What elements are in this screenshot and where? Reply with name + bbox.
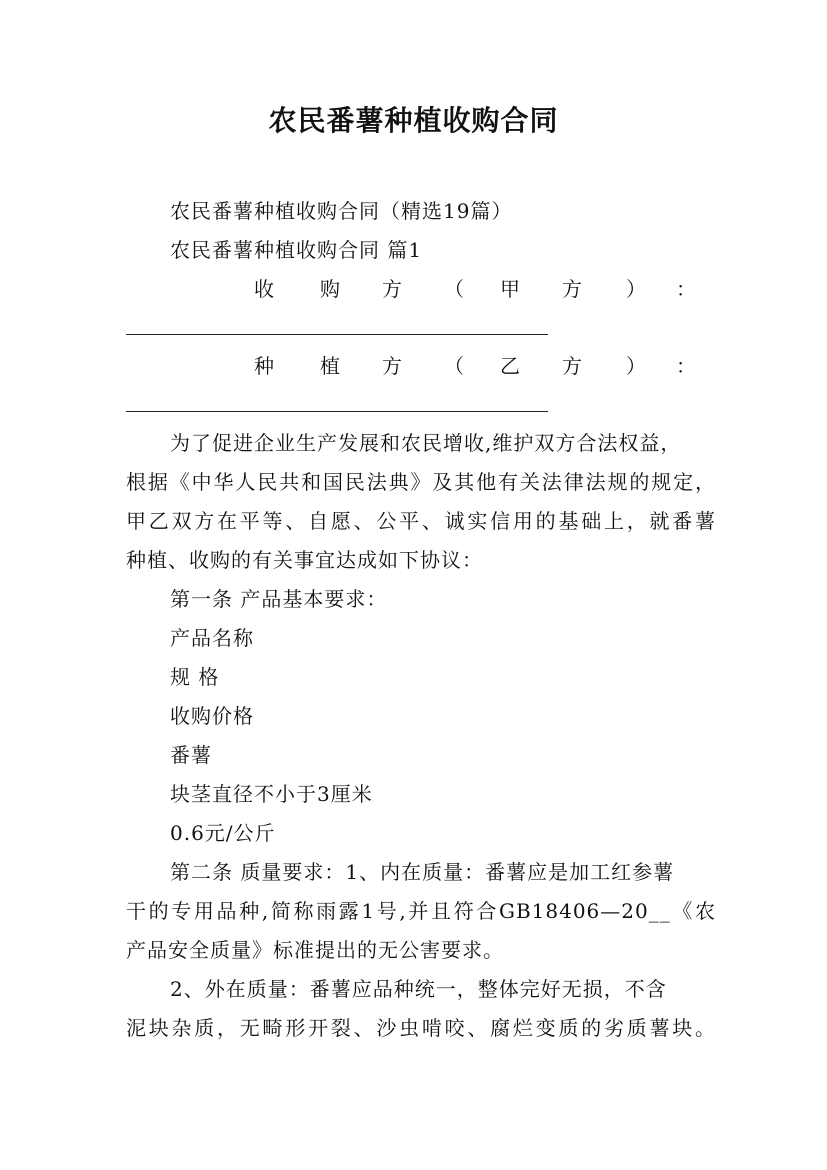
party-a-char: ） (626, 277, 646, 301)
list-item: 块茎直径不小于3厘米 (170, 782, 373, 806)
party-a-char: 方 (562, 277, 582, 301)
party-a-char: 购 (320, 277, 340, 301)
document-subtitle: 农民番薯种植收购合同（精选19篇） (170, 199, 513, 223)
party-a-line (126, 274, 716, 304)
party-b-char: 方 (382, 354, 402, 378)
list-item: 规 格 (170, 665, 220, 689)
party-a-char: ： (676, 277, 696, 301)
party-a-char: 收 (254, 277, 274, 301)
document-title: 农民番薯种植收购合同 (268, 104, 559, 137)
paragraph-line: 干的专用品种,简称雨露1号,并且符合GB18406—20__《农 (126, 899, 716, 923)
paragraph-line: 甲乙双方在平等、自愿、公平、诚实信用的基础上，就番薯 (126, 509, 716, 533)
list-item: 收购价格 (170, 704, 254, 728)
party-b-char: （ (444, 354, 464, 378)
list-item: 产品名称 (170, 626, 254, 650)
paragraph-line: 第二条 质量要求：1、内在质量：番薯应是加工红参薯 (170, 860, 675, 884)
paragraph-line: 根据《中华人民共和国民法典》及其他有关法律法规的规定， (126, 470, 716, 494)
list-item: 0.6元/公斤 (170, 821, 276, 845)
article-1-heading: 第一条 产品基本要求： (170, 587, 388, 611)
party-b-char: 植 (320, 354, 340, 378)
list-item: 番薯 (170, 743, 212, 767)
section-heading: 农民番薯种植收购合同 篇1 (170, 238, 423, 262)
party-b-char: 乙 (500, 354, 520, 378)
party-b-char: ） (626, 354, 646, 378)
party-b-char: 方 (562, 354, 582, 378)
paragraph-line: 泥块杂质，无畸形开裂、沙虫啃咬、腐烂变质的劣质薯块。 (126, 1016, 716, 1040)
party-b-char: ： (676, 354, 696, 378)
paragraph-line: 产品安全质量》标准提出的无公害要求。 (126, 938, 504, 962)
party-a-blank-line (126, 334, 548, 335)
party-b-char: 种 (254, 354, 274, 378)
party-a-char: （ (444, 277, 464, 301)
paragraph-line: 为了促进企业生产发展和农民增收,维护双方合法权益， (170, 431, 682, 455)
paragraph-line: 种植、收购的有关事宜达成如下协议： (126, 548, 483, 572)
paragraph-line: 2、外在质量：番薯应品种统一，整体完好无损，不含 (170, 977, 667, 1001)
party-b-line (126, 351, 716, 381)
party-a-char: 方 (382, 277, 402, 301)
party-a-char: 甲 (500, 277, 520, 301)
party-b-blank-line (126, 411, 548, 412)
